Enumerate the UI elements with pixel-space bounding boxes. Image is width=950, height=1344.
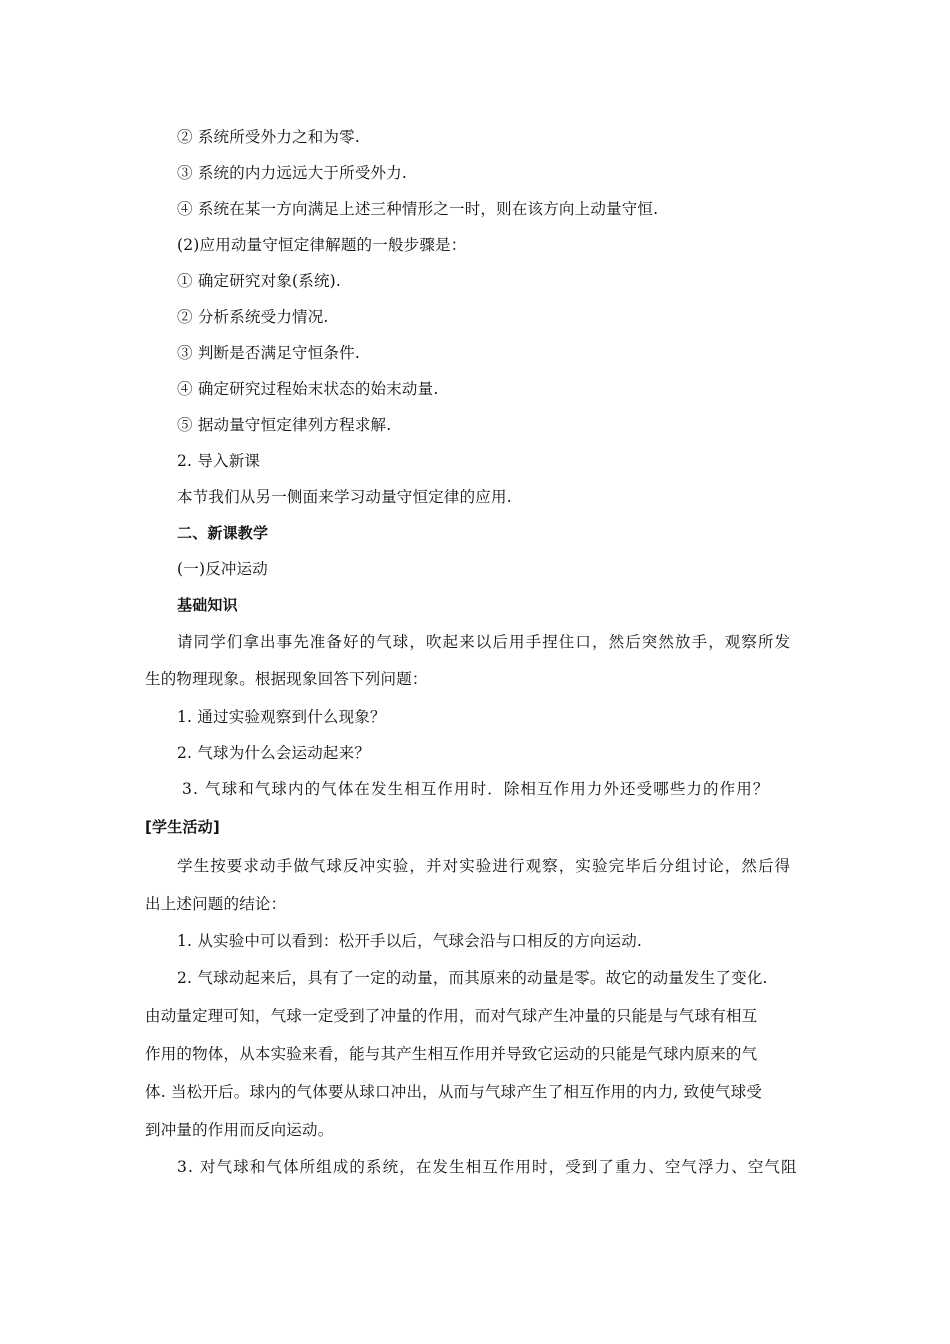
paragraph-line: 体. 当松开后。球内的气体要从球口冲出，从而与气球产生了相互作用的内力, 致使气球受 [145,1083,763,1101]
step-line-5: ⑤ 据动量守恒定律列方程求解. [177,416,392,434]
answer-line-1: 1. 从实验中可以看到：松开手以后，气球会沿与口相反的方向运动. [177,932,643,950]
intro-heading: 2. 导入新课 [177,452,261,470]
step-line-1: ① 确定研究对象(系统). [177,272,342,290]
answer-line-3: 3. 对气球和气体所组成的系统，在发生相互作用时，受到了重力、空气浮力、空气阻 [177,1158,798,1176]
condition-line-3: ③ 系统的内力远远大于所受外力. [177,164,408,182]
question-line-2: 2. 气球为什么会运动起来？ [177,744,371,762]
step-line-4: ④ 确定研究过程始末状态的始末动量. [177,380,439,398]
section-heading-new-lesson: 二、新课教学 [177,524,269,542]
basic-knowledge-heading: 基础知识 [177,596,238,614]
paragraph-line: 学生按要求动手做气球反冲实验，并对实验进行观察，实验完毕后分组讨论，然后得 [177,857,792,875]
paragraph-line: 出上述问题的结论： [145,895,287,913]
subsection-heading-recoil: (一)反冲运动 [177,560,268,578]
paragraph-line: 作用的物体，从本实验来看，能与其产生相互作用并导致它运动的只能是气球内原来的气 [145,1045,758,1063]
step-line-3: ③ 判断是否满足守恒条件. [177,344,360,362]
intro-text: 本节我们从另一侧面来学习动量守恒定律的应用. [177,488,512,506]
student-activity-heading: [学生活动] [145,818,220,836]
answer-line-2: 2. 气球动起来后，具有了一定的动量，而其原来的动量是零。故它的动量发生了变化. [177,969,768,987]
question-line-1: 1. 通过实验观察到什么现象？ [177,708,386,726]
question-line-3: 3. 气球和气球内的气体在发生相互作用时．除相互作用力外还受哪些力的作用？ [182,780,770,798]
step-line-2: ② 分析系统受力情况. [177,308,329,326]
paragraph-line: 生的物理现象。根据现象回答下列问题： [145,670,428,688]
condition-line-2: ② 系统所受外力之和为零. [177,128,360,146]
condition-line-4: ④ 系统在某一方向满足上述三种情形之一时，则在该方向上动量守恒. [177,200,659,218]
paragraph-line: 到冲量的作用而反向运动。 [145,1121,334,1139]
paragraph-line: 由动量定理可知，气球一定受到了冲量的作用，而对气球产生冲量的只能是与气球有相互 [145,1007,758,1025]
paragraph-line: 请同学们拿出事先准备好的气球，吹起来以后用手捏住口，然后突然放手，观察所发 [177,633,792,651]
steps-heading: (2)应用动量守恒定律解题的一般步骤是： [177,236,467,254]
